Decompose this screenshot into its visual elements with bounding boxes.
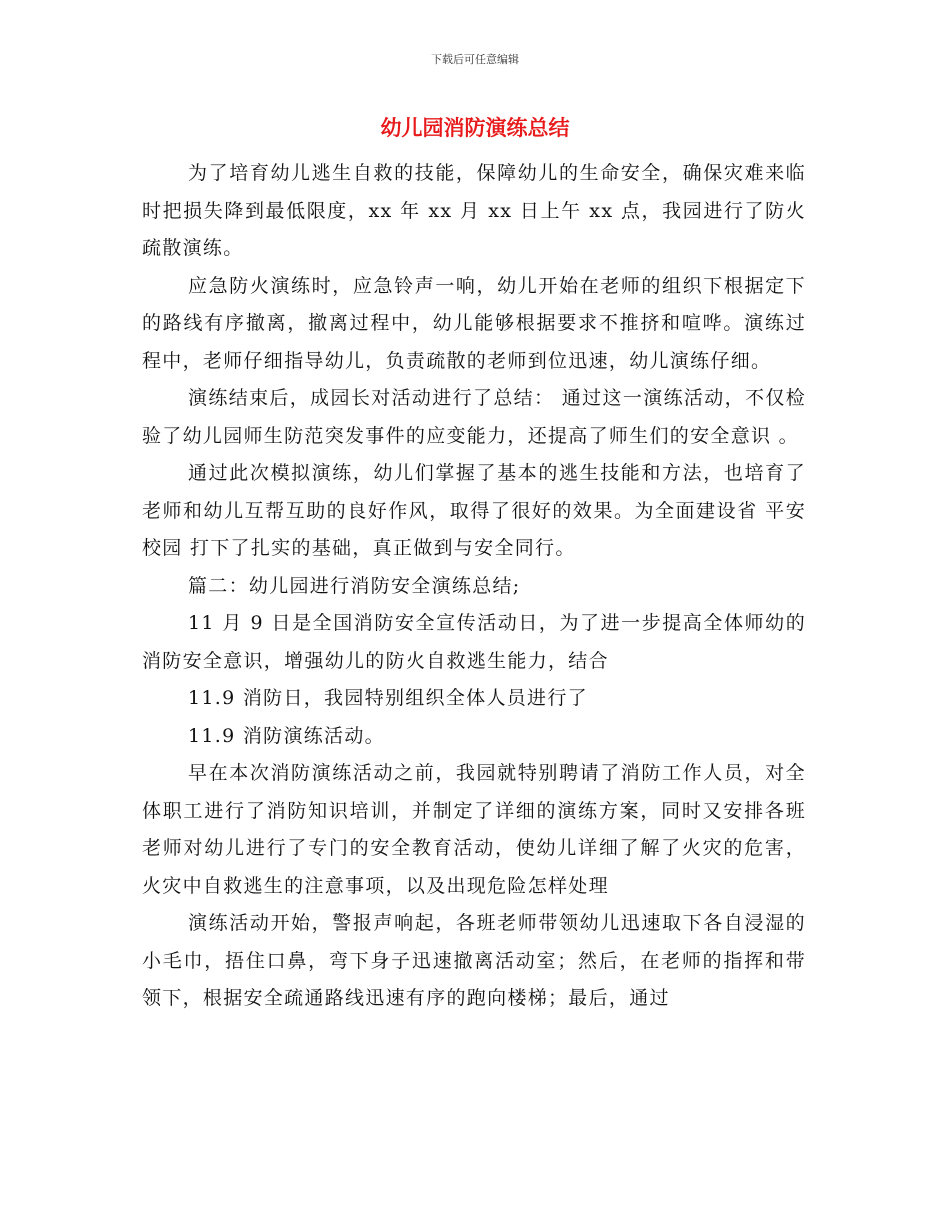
document-body	[142, 155, 806, 1018]
paragraph-outcome: 通过此次模拟演练，幼儿们掌握了基本的逃生技能和方法，也培育了老师和幼儿互帮互助的良好作风，取得了很好的效果。为全面建设省 平安校园 打下了扎实的基础，真正做到与安全同行。	[142, 462, 806, 559]
paragraph-fire-day-line-2: 11.9 消防演练活动。	[188, 724, 385, 747]
document-title: 幼儿园消防演练总结	[380, 116, 570, 140]
page-header-note: 下载后可任意编辑	[431, 53, 519, 66]
paragraph-preparation: 早在本次消防演练活动之前，我园就特别聘请了消防工作人员，对全体职工进行了消防知识培训，并制定了详细的演练方案，同时又安排各班老师对幼儿进行了专门的安全教育活动，使幼儿详细了解了火灾的危害，火灾中自救逃生的注意事项，以及出现危险怎样处理	[142, 762, 806, 897]
paragraph-section-two-heading: 篇二：幼儿园进行消防安全演练总结;	[188, 574, 521, 597]
paragraph-summary: 演练结束后，成园长对活动进行了总结： 通过这一演练活动，不仅检验了幼儿园师生防范突发事件的应变能力，还提高了师生们的安全意识 。	[142, 387, 806, 447]
paragraph-fire-day: 11 月 9 日是全国消防安全宣传活动日，为了进一步提高全体师幼的消防安全意识，增强幼儿的防火自救逃生能力，结合	[142, 612, 806, 672]
paragraph-fire-day-line-1: 11.9 消防日，我园特别组织全体人员进行了	[188, 687, 588, 709]
paragraph-drill-process: 应急防火演练时，应急铃声一响，幼儿开始在老师的组织下根据定下的路线有序撤离，撤离过程中，幼儿能够根据要求不推挤和喧哗。演练过程中，老师仔细指导幼儿，负责疏散的老师到位迅速，幼儿演练仔细。	[142, 274, 806, 372]
paragraph-intro: 为了培育幼儿逃生自救的技能，保障幼儿的生命安全，确保灾难来临时把损失降到最低限度，xx 年 xx 月 xx 日上午 xx 点，我园进行了防火疏散演练。	[142, 162, 806, 259]
paragraph-drill-start: 演练活动开始，警报声响起，各班老师带领幼儿迅速取下各自浸湿的小毛巾，捂住口鼻，弯下身子迅速撤离活动室；然后，在老师的指挥和带领下，根据安全疏通路线迅速有序的跑向楼梯；最后，通过	[142, 912, 806, 1009]
